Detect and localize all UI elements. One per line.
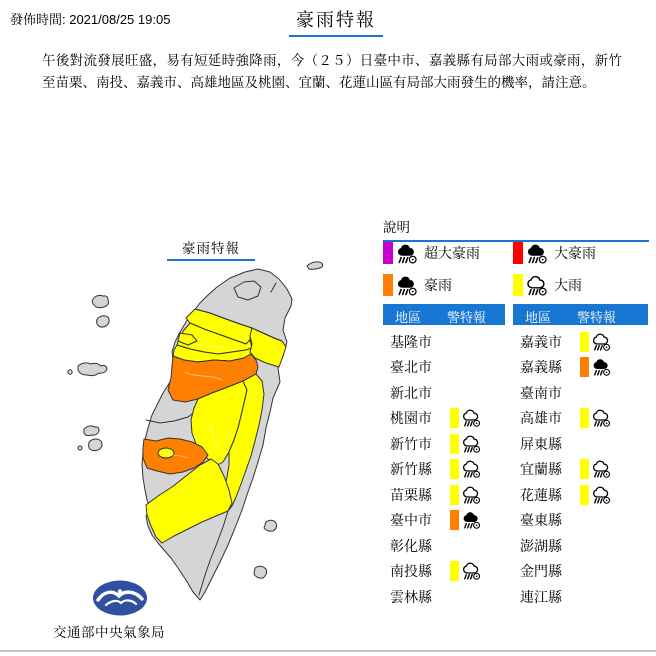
rain-cloud-outline-icon bbox=[591, 458, 613, 480]
warning-color-chip bbox=[580, 408, 589, 428]
region-label: 新竹市 bbox=[390, 435, 432, 452]
map-island-kinmen-islet bbox=[68, 370, 72, 374]
warning-cell bbox=[580, 331, 613, 353]
region-label: 新竹縣 bbox=[390, 461, 432, 478]
published-time: 發佈時間: 2021/08/25 19:05 bbox=[10, 12, 171, 27]
rain-cloud-filled-icon bbox=[591, 356, 613, 378]
legend-item bbox=[513, 272, 649, 298]
warning-color-chip bbox=[580, 459, 589, 479]
bottom-divider bbox=[0, 650, 656, 652]
warning-cell bbox=[450, 433, 483, 455]
warning-table-west bbox=[383, 304, 505, 610]
rain-cloud-filled-icon bbox=[461, 509, 483, 531]
cwb-logo-icon bbox=[91, 579, 149, 619]
table-row bbox=[383, 355, 505, 381]
rain-cloud-outline-icon bbox=[591, 331, 613, 353]
region-label: 臺北市 bbox=[390, 359, 432, 376]
region-label: 屏東縣 bbox=[520, 435, 562, 452]
warning-cell bbox=[450, 407, 483, 429]
table-row bbox=[383, 508, 505, 534]
table-header bbox=[383, 304, 505, 325]
warning-cell bbox=[580, 407, 613, 429]
warning-cell bbox=[580, 458, 613, 480]
region-label: 雲林縣 bbox=[390, 588, 432, 605]
table-row bbox=[513, 329, 648, 355]
region-label: 桃園市 bbox=[390, 410, 432, 427]
warning-color-chip bbox=[450, 408, 459, 428]
legend-label: 大雨 bbox=[554, 277, 582, 293]
table-row bbox=[383, 406, 505, 432]
legend-label: 大豪雨 bbox=[554, 245, 596, 261]
legend-color-chip bbox=[513, 274, 523, 296]
region-label: 宜蘭縣 bbox=[520, 461, 562, 478]
table-row bbox=[383, 431, 505, 457]
legend-item bbox=[513, 240, 649, 266]
region-label: 基隆市 bbox=[390, 333, 432, 350]
region-label: 臺中市 bbox=[390, 512, 432, 529]
legend-label: 超大豪雨 bbox=[424, 245, 480, 261]
rain-cloud-outline-icon bbox=[591, 407, 613, 429]
legend-color-chip bbox=[383, 242, 393, 264]
warning-color-chip bbox=[450, 459, 459, 479]
map-island-keelung-islet bbox=[307, 262, 323, 269]
rain-cloud-outline-icon bbox=[461, 458, 483, 480]
region-label: 澎湖縣 bbox=[520, 537, 562, 554]
table-row bbox=[513, 508, 648, 534]
warning-color-chip bbox=[450, 434, 459, 454]
table-row bbox=[383, 584, 505, 610]
region-label: 苗栗縣 bbox=[390, 486, 432, 503]
table-right-body bbox=[513, 329, 648, 610]
warning-cell bbox=[450, 509, 483, 531]
region-label: 南投縣 bbox=[390, 563, 432, 580]
map-island-kinmen bbox=[78, 363, 107, 376]
table-header bbox=[513, 304, 648, 325]
header-warning: 警特報 bbox=[577, 310, 617, 325]
table-row bbox=[383, 533, 505, 559]
region-label: 新北市 bbox=[390, 384, 432, 401]
table-row bbox=[513, 355, 648, 381]
region-label: 金門縣 bbox=[520, 563, 562, 580]
warning-color-chip bbox=[580, 357, 589, 377]
rain-cloud-filled-icon bbox=[395, 273, 420, 298]
legend-color-chip bbox=[513, 242, 523, 264]
agency-name: 交通部中央氣象局 bbox=[53, 625, 165, 640]
legend-item bbox=[383, 240, 513, 266]
header-region: 地區 bbox=[525, 310, 552, 325]
page-title: 豪雨特報 bbox=[289, 6, 383, 37]
warning-cell bbox=[450, 458, 483, 480]
rain-cloud-outline-icon bbox=[461, 560, 483, 582]
region-label: 高雄市 bbox=[520, 410, 562, 427]
legend-label: 豪雨 bbox=[424, 277, 452, 293]
warning-cell bbox=[580, 484, 613, 506]
region-label: 臺東縣 bbox=[520, 512, 562, 529]
table-row bbox=[513, 431, 648, 457]
legend-color-chip bbox=[383, 274, 393, 296]
table-row bbox=[513, 482, 648, 508]
table-row bbox=[383, 457, 505, 483]
map-island-penghu-islet bbox=[78, 446, 82, 450]
warning-cell bbox=[580, 356, 613, 378]
header-warning: 警特報 bbox=[447, 310, 487, 325]
warning-cell bbox=[450, 484, 483, 506]
legend-item bbox=[383, 272, 513, 298]
table-row bbox=[513, 380, 648, 406]
table-row bbox=[383, 329, 505, 355]
warning-color-chip bbox=[450, 485, 459, 505]
map-island-matsu-south bbox=[97, 316, 109, 327]
taiwan-warning-map bbox=[35, 235, 380, 625]
table-row bbox=[513, 457, 648, 483]
table-row bbox=[513, 406, 648, 432]
warning-text: 午後對流發展旺盛，易有短延時強降雨，今（２５）日臺中市、嘉義縣有局部大雨或豪雨，新竹至苗栗、南投、嘉義市、高雄地區及桃園、宜蘭、花蓮山區有局部大雨發生的機率，請注意。 bbox=[42, 53, 622, 90]
map-island-penghu-south bbox=[89, 439, 102, 451]
region-label: 花蓮縣 bbox=[520, 486, 562, 503]
warning-color-chip bbox=[450, 510, 459, 530]
rain-cloud-filled-icon bbox=[395, 241, 420, 266]
region-label: 嘉義縣 bbox=[520, 359, 562, 376]
warning-color-chip bbox=[580, 485, 589, 505]
table-row bbox=[383, 380, 505, 406]
region-label: 連江縣 bbox=[520, 588, 562, 605]
table-row bbox=[383, 559, 505, 585]
region-label: 嘉義市 bbox=[520, 333, 562, 350]
map-island-matsu-north bbox=[92, 295, 108, 307]
rain-cloud-filled-icon bbox=[525, 241, 550, 266]
rain-cloud-outline-icon bbox=[591, 484, 613, 506]
region-label: 彰化縣 bbox=[390, 537, 432, 554]
table-row bbox=[383, 482, 505, 508]
legend-title: 說明 bbox=[383, 216, 649, 242]
rain-cloud-outline-icon bbox=[461, 407, 483, 429]
legend-items bbox=[383, 240, 649, 298]
table-left-body bbox=[383, 329, 505, 610]
warning-table-east bbox=[513, 304, 648, 610]
table-row bbox=[513, 533, 648, 559]
header-region: 地區 bbox=[395, 310, 422, 325]
warning-color-chip bbox=[450, 561, 459, 581]
map-island-penghu-north bbox=[84, 426, 99, 436]
rain-cloud-outline-icon bbox=[461, 433, 483, 455]
region-label: 臺南市 bbox=[520, 384, 562, 401]
rain-cloud-outline-icon bbox=[461, 484, 483, 506]
map-island-green-island bbox=[264, 520, 277, 531]
map-island-orchid-island bbox=[254, 566, 267, 578]
map-title: 豪雨特報 bbox=[167, 237, 255, 261]
table-row bbox=[513, 559, 648, 585]
rain-cloud-outline-icon bbox=[525, 273, 550, 298]
table-row bbox=[513, 584, 648, 610]
warning-color-chip bbox=[580, 332, 589, 352]
map-region-chiayi-city bbox=[158, 448, 174, 458]
warning-cell bbox=[450, 560, 483, 582]
